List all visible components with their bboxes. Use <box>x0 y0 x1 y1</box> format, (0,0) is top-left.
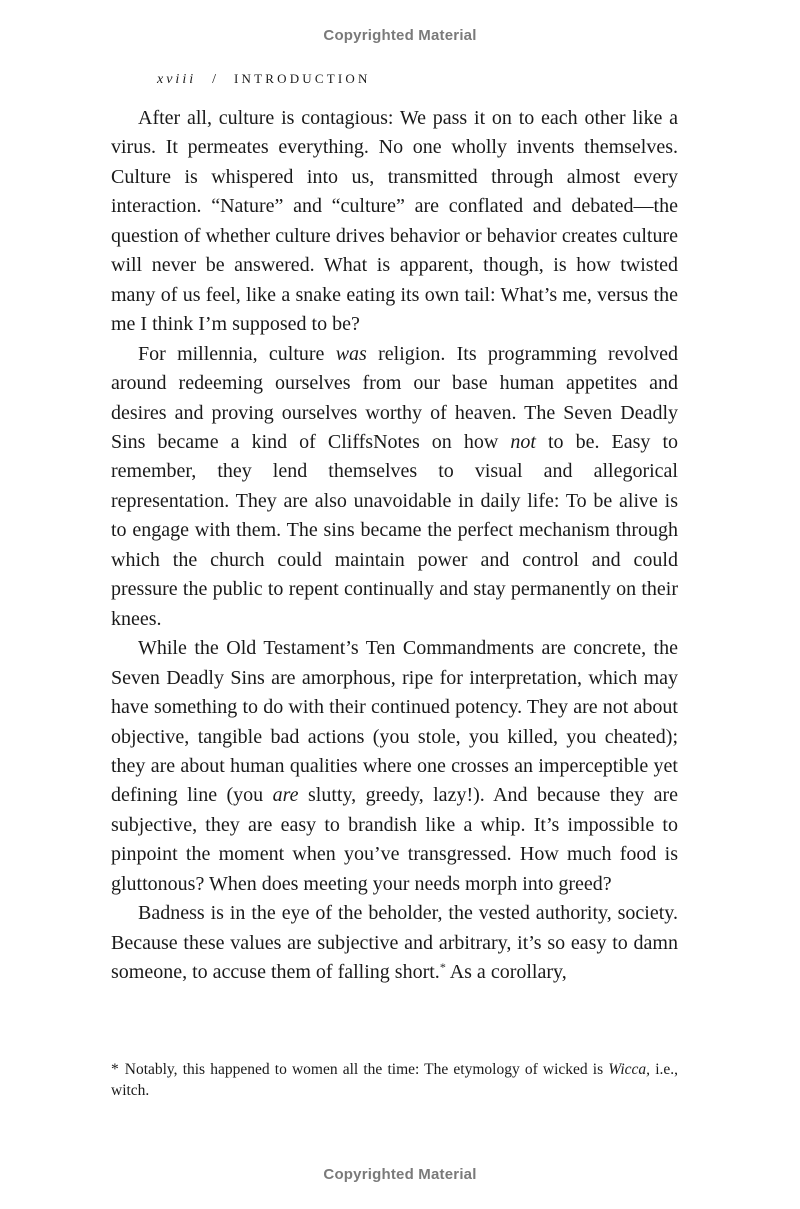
paragraph-text: to be. Easy to remember, they lend themselves to visual and allegorical representation. They are also unavoidable in daily life: To be alive is to engage with them. The sins became the perfect mechanism through which the church could maintain power and control and could pressure the public to repent continually and stay permanently on their knees. <box>111 430 679 630</box>
copyright-watermark-top: Copyrighted Material <box>323 27 477 44</box>
paragraph-3 <box>111 634 678 899</box>
paragraph-text: While the Old Testament’s Ten Commandments are concrete, the Seven Deadly Sins are amorphous, ripe for interpretation, which may have something to do with their continued potency. They are not about objective, tangible bad actions (you stole, you killed, you cheated); they are about human qualities where one crosses an imperceptible yet defining line (you <box>111 637 678 807</box>
running-head <box>157 71 371 88</box>
paragraph-text: Badness is in the eye of the beholder, the vested authority, society. Because these values are subjective and arbitrary, it’s so easy to damn someone, to accuse them of falling short. <box>111 902 678 984</box>
footnote-text: Notably, this happened to women all the time: The etymology of wicked is <box>124 1061 609 1078</box>
running-head-separator: / <box>212 72 216 87</box>
paragraph-text: After all, culture is contagious: We pass it on to each other like a virus. It permeates everything. No one wholly invents themselves. Culture is whispered into us, transmitted through almost every interaction. “Nature” and “culture” are conflated and debated—the question of whether culture drives behavior or behavior creates culture will never be answered. What is apparent, though, is how twisted many of us feel, like a snake eating its own tail: What’s me, versus the me I think I’m supposed to be? <box>111 107 678 336</box>
emphasis: are <box>272 784 299 807</box>
section-title: INTRODUCTION <box>234 71 371 86</box>
paragraph-text: For millennia, culture <box>138 342 336 365</box>
emphasis: not <box>510 430 536 453</box>
emphasis: Wicca, <box>608 1061 651 1078</box>
copyright-watermark-bottom: Copyrighted Material <box>323 1166 477 1183</box>
paragraph-1 <box>111 104 678 340</box>
footnote-reference: * <box>439 960 446 975</box>
paragraph-4 <box>111 899 678 987</box>
emphasis: was <box>335 342 367 365</box>
paragraph-2 <box>111 340 678 635</box>
paragraph-text: slutty, greedy, lazy!). And because they are subjective, they are easy to brandish like a whip. It’s impossible to pinpoint the moment when you’ve transgressed. How much food is gluttonous? When does meeting your needs morph into greed? <box>111 784 678 895</box>
footnote <box>111 1060 678 1101</box>
paragraph-text: As a corollary, <box>445 961 567 984</box>
footnote-text: i.e., witch. <box>111 1061 679 1099</box>
body-text <box>111 104 678 988</box>
footnote-mark: * <box>111 1061 119 1078</box>
paragraph-text: religion. Its programming revolved around redeeming ourselves from our base human appetites and desires and proving ourselves worthy of heaven. The Seven Deadly Sins became a kind of CliffsNotes on how <box>111 342 678 453</box>
page-number: xviii <box>157 72 197 87</box>
